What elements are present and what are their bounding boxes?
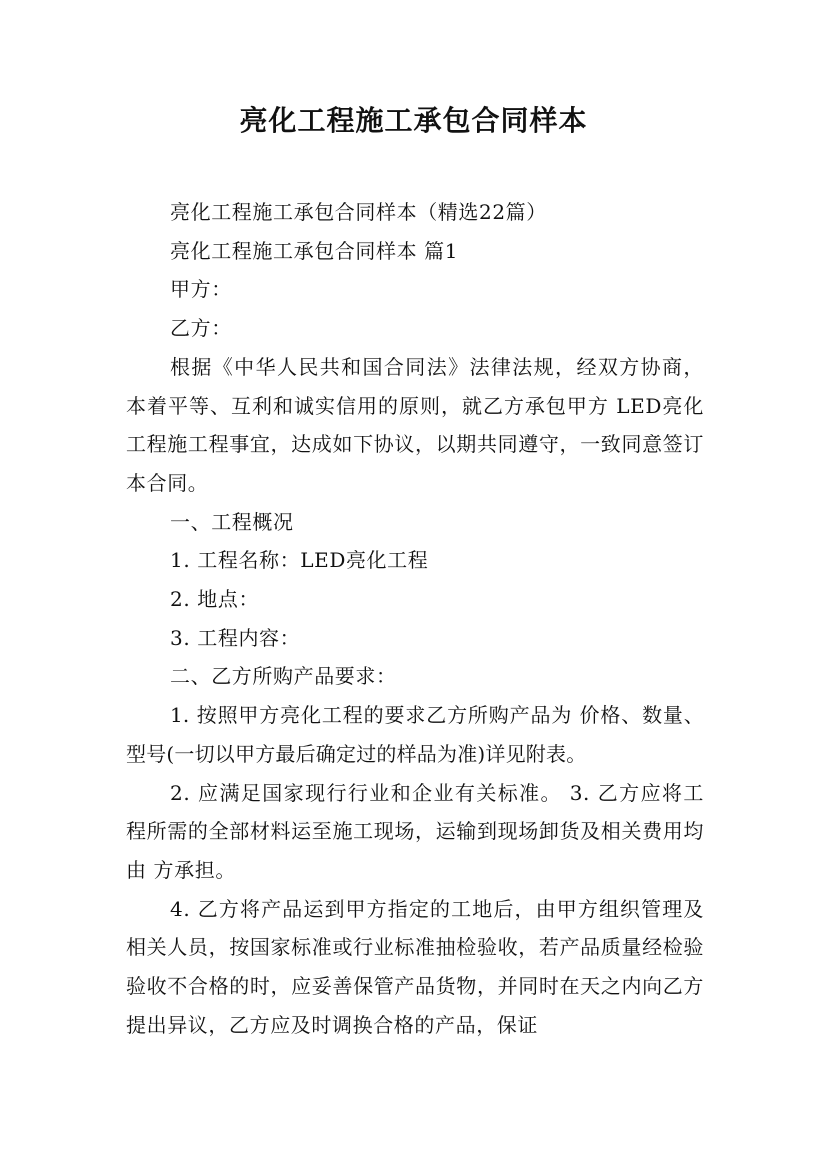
paragraph-party-a: 甲方：	[170, 277, 232, 302]
paragraph-location: 2. 地点：	[170, 587, 260, 612]
document-title: 亮化工程施工承包合同样本	[239, 104, 588, 137]
paragraph-inspection: 4. 乙方将产品运到甲方指定的工地后，由甲方组织管理及相关人员，按国家标准或行业标准抽检验收，若产品质量经检验验收不合格的时，应妥善保管产品货物，并同时在天之内向乙方提出异议，乙方应及时调换合格的产品，保证	[126, 896, 704, 1037]
paragraph-subtitle: 亮化工程施工承包合同样本（精选22篇）	[170, 200, 547, 224]
paragraph-heading-overview: 一、工程概况	[170, 509, 294, 534]
document-body	[126, 193, 704, 1044]
paragraph-section-heading: 亮化工程施工承包合同样本 篇1	[170, 238, 459, 263]
paragraph-preamble: 根据《中华人民共和国合同法》法律法规，经双方协商，本着平等、互利和诚实信用的原则，就乙方承包甲方 LED亮化工程施工程事宜，达成如下协议，以期共同遵守，一致同意签订本合同。	[126, 354, 704, 495]
paragraph-party-b: 乙方：	[170, 316, 232, 341]
paragraph-standards-transport: 2. 应满足国家现行行业和企业有关标准。 3. 乙方应将工程所需的全部材料运至施工现场，运输到现场卸货及相关费用均由 方承担。	[126, 780, 704, 882]
paragraph-project-name: 1. 工程名称：LED亮化工程	[170, 548, 429, 573]
paragraph-heading-products: 二、乙方所购产品要求：	[170, 664, 397, 689]
paragraph-product-spec: 1. 按照甲方亮化工程的要求乙方所购产品为 价格、数量、型号(一切以甲方最后确定过的样品为准)详见附表。	[126, 703, 704, 766]
paragraph-project-content: 3. 工程内容：	[170, 625, 301, 650]
